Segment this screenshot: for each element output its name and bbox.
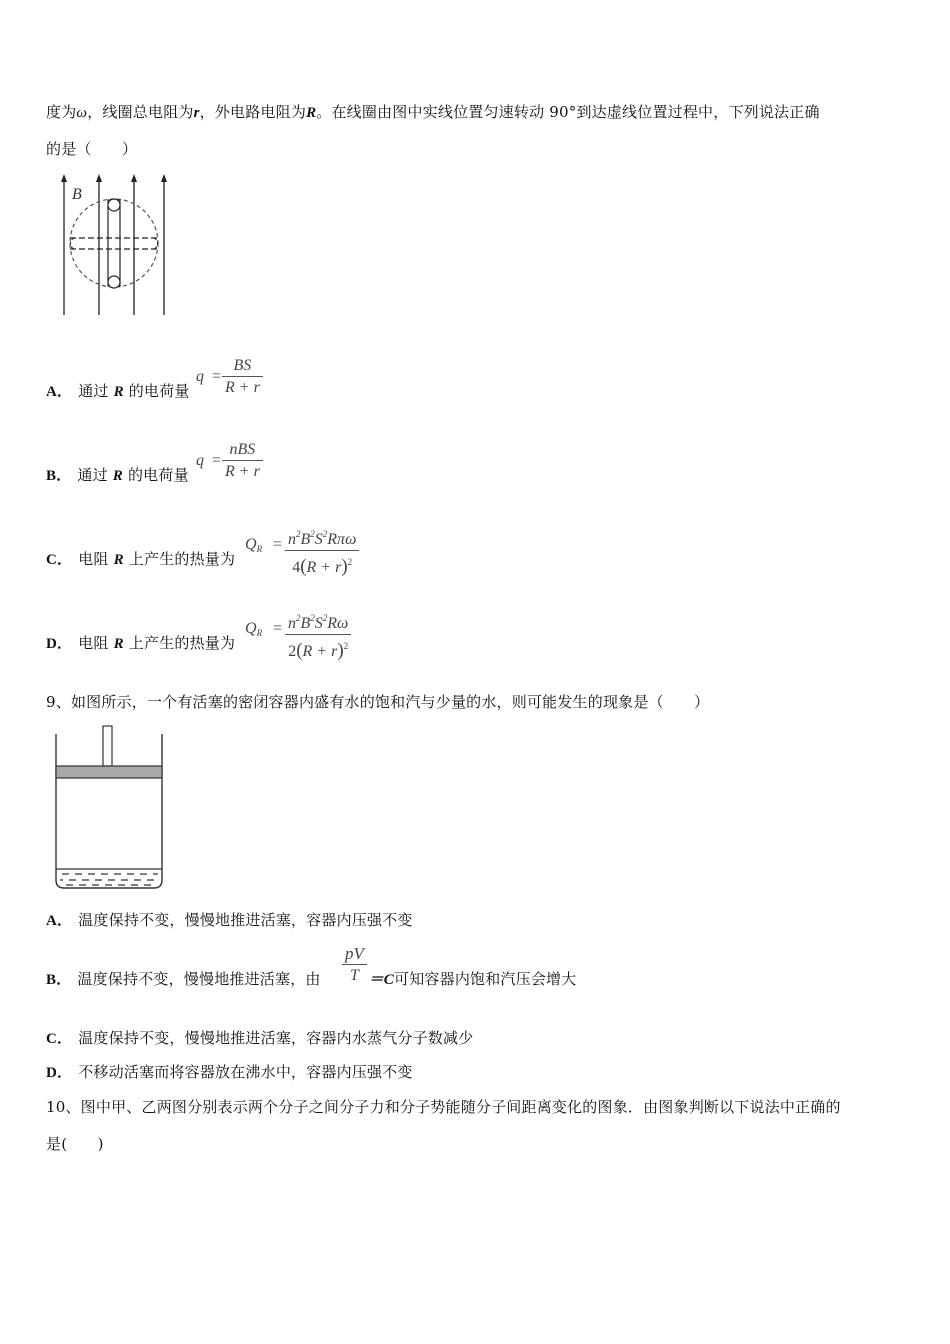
- q8-option-c[interactable]: [46, 549, 235, 570]
- var-r: r: [193, 105, 200, 121]
- option-text: 温度保持不变，慢慢地推进活塞，由: [77, 970, 321, 988]
- formula-eq: =: [273, 536, 283, 553]
- fraction: [285, 524, 359, 579]
- var-R: R: [306, 105, 317, 121]
- fraction: [285, 608, 351, 663]
- stem-text: 度为: [46, 103, 77, 121]
- numerator: nBS: [229, 441, 256, 458]
- fraction: [342, 944, 367, 987]
- denominator: $2(R + r)^2$: [288, 640, 349, 661]
- option-text: 上产生的热量为: [123, 634, 236, 652]
- q9-stem: 9、如图所示，一个有活塞的密闭容器内盛有水的饱和汽与少量的水，则可能发生的现象是（ ）: [46, 693, 710, 711]
- numerator: BS: [233, 357, 252, 374]
- const-C: ＝C: [368, 972, 395, 988]
- numerator: $n^2B^2S^2R\omega$: [288, 613, 349, 632]
- option-label: C．: [46, 552, 73, 568]
- var-R: R: [112, 468, 123, 484]
- formula-lhs: q: [196, 452, 204, 469]
- formula-lhs: q: [196, 368, 204, 385]
- option-text: 通过: [78, 382, 114, 400]
- option-label: D．: [46, 1065, 73, 1081]
- fraction: [222, 356, 263, 399]
- formula-lhs: $Q_R$: [245, 620, 263, 638]
- var-R: R: [113, 552, 124, 568]
- stem-text: ，线圈总电阻为: [87, 103, 194, 121]
- coil-field-diagram: [56, 172, 176, 317]
- option-text: 的电荷量: [123, 382, 190, 400]
- numerator: pV: [345, 944, 364, 963]
- formula-eq: =: [273, 620, 283, 637]
- option-label: A．: [46, 913, 73, 929]
- q8-option-b[interactable]: [46, 465, 189, 486]
- formula-eq: =: [212, 452, 222, 469]
- option-label: B．: [46, 972, 72, 988]
- option-text: 的电荷量: [123, 466, 189, 484]
- option-text: 可知容器内饱和汽压会增大: [394, 970, 577, 988]
- option-text: 通过: [77, 466, 113, 484]
- field-label-B: B: [72, 186, 82, 203]
- q9-option-a[interactable]: [46, 910, 413, 931]
- option-text: 不移动活塞而将容器放在沸水中，容器内压强不变: [78, 1063, 413, 1081]
- option-text: 温度保持不变，慢慢地推进活塞，容器内水蒸气分子数减少: [78, 1029, 474, 1047]
- option-text: 上产生的热量为: [123, 550, 236, 568]
- option-label: A．: [46, 384, 73, 400]
- piston-container-diagram: [52, 722, 168, 892]
- denominator: R + r: [225, 463, 260, 480]
- option-label: D．: [46, 636, 73, 652]
- q9-option-b[interactable]: [46, 969, 576, 990]
- formula-eq: =: [212, 368, 222, 385]
- q10-stem-line1: 10、图中甲、乙两图分别表示两个分子之间分子力和分子势能随分子间距离变化的图象．由图象判断以下说法中正确的: [46, 1098, 841, 1116]
- denominator: R + r: [225, 379, 260, 396]
- var-R: R: [113, 384, 124, 400]
- q10-stem-line2: 是( ): [46, 1135, 104, 1153]
- q8-stem-line2: 的是（ ）: [46, 140, 138, 158]
- option-text: 电阻: [78, 550, 114, 568]
- denominator: $4(R + r)^2$: [292, 556, 353, 577]
- option-label: B．: [46, 468, 72, 484]
- formula-lhs: $Q_R$: [245, 536, 263, 554]
- option-text: 温度保持不变，慢慢地推进活塞，容器内压强不变: [78, 911, 413, 929]
- q8-option-a[interactable]: [46, 381, 190, 402]
- omega-symbol: ω: [76, 105, 88, 121]
- q8-option-d[interactable]: [46, 633, 235, 654]
- option-text: 电阻: [78, 634, 114, 652]
- option-label: C．: [46, 1031, 73, 1047]
- numerator: $n^2B^2S^2R\pi\omega$: [288, 529, 357, 548]
- stem-text: ，外电路电阻为: [199, 103, 307, 121]
- q8-stem-line1: [46, 102, 820, 123]
- q9-option-c[interactable]: [46, 1028, 473, 1049]
- fraction: [222, 440, 263, 483]
- denominator: T: [349, 967, 359, 984]
- var-R: R: [113, 636, 124, 652]
- q9-option-d[interactable]: [46, 1062, 413, 1083]
- stem-text: 。在线圈由图中实线位置匀速转动 90°到达虚线位置过程中，下列说法正确: [316, 103, 820, 121]
